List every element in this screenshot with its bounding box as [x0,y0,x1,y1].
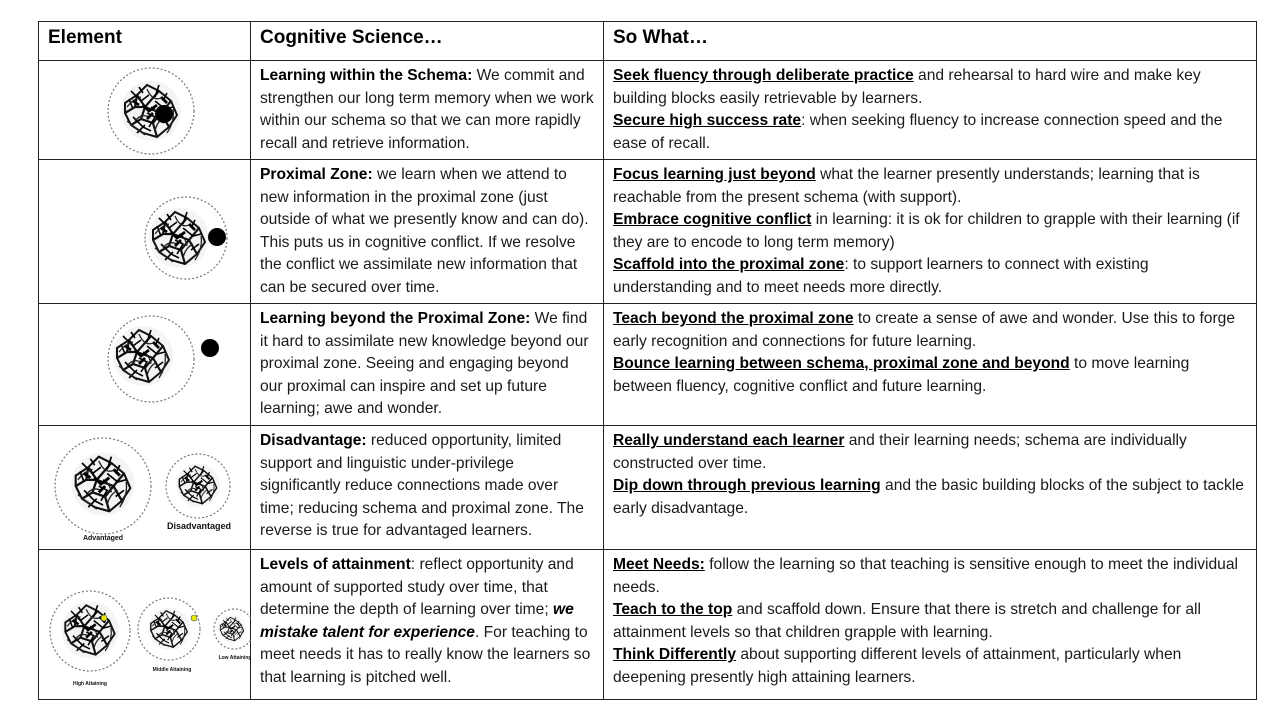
middle-attaining-label: Middle Attaining [152,666,192,673]
list-item: Meet Needs: follow the learning so that teaching is sensitive enough to meet the individual needs. [613,556,1238,596]
so-what-cell [604,426,1257,550]
schema-diagram-graphic [39,62,251,158]
science-cell: Levels of attainment: reflect opportunity and amount of supported study over time, that determine the depth of learning over time; we mistake talent for experience. For teaching to meet needs it has to really know the learners so that learning is pitched well. [251,550,604,700]
beyond-zone-diagram [39,304,251,426]
disadvantaged-label: Disadvantaged [166,520,232,531]
so-what-cell [604,304,1257,426]
science-cell: Disadvantage: reduced opportunity, limited support and linguistic under-privilege significantly reduce connections made over time; reducing schema and proximal zone. The reverse is true for advantaged learners. [251,426,604,550]
list-item: Dip down through previous learning and the basic building blocks of the subject to tackle early disadvantage. [613,477,1244,517]
advantaged-label: Advantaged [82,534,124,542]
header-row [39,22,1257,61]
list-item: Bounce learning between schema, proximal zone and beyond to move learning between fluency, cognitive conflict and future learning. [613,355,1190,395]
table-row [39,304,1257,426]
header-element: Element [39,22,251,61]
list-item: Embrace cognitive conflict in learning: it is ok for children to grapple with their learning (if they are to encode to long term memory) [613,211,1240,251]
table-row [39,61,1257,160]
so-what-cell [604,550,1257,700]
header-so-what: So What… [604,22,1257,61]
list-item: Secure high success rate: when seeking fluency to increase connection speed and the ease of recall. [613,112,1223,152]
list-item: Scaffold into the proximal zone: to support learners to connect with existing understanding and to meet needs more directly. [613,256,1149,296]
science-cell: Proximal Zone: we learn when we attend to new information in the proximal zone (just outside of what we presently know and can do). This puts us in cognitive conflict. If we resolve the conflict we assimilate new information that can be secured over time. [251,160,604,304]
so-what-cell [604,160,1257,304]
attainment-diagram [39,550,251,700]
table-row [39,426,1257,550]
attainment-diagram-graphic [39,552,251,698]
schema-diagram [39,61,251,160]
list-item: Seek fluency through deliberate practice and rehearsal to hard wire and make key building blocks easily retrievable by learners. [613,67,1201,107]
concept-table [38,21,1257,700]
table-row [39,550,1257,700]
disadvantage-diagram-graphic [39,428,251,548]
list-item: Really understand each learner and their learning needs; schema are individually constructed over time. [613,432,1187,472]
proximal-zone-diagram-graphic [39,162,251,302]
list-item: Focus learning just beyond what the learner presently understands; learning that is reachable from the present schema (with support). [613,166,1200,206]
science-cell: Learning within the Schema: We commit and strengthen our long term memory when we work within our schema so that we can more rapidly recall and retrieve information. [251,61,604,160]
list-item: Teach to the top and scaffold down. Ensure that there is stretch and challenge for all attainment levels so that children grapple with learning. [613,601,1201,641]
beyond-zone-diagram-graphic [39,306,251,424]
list-item: Teach beyond the proximal zone to create a sense of awe and wonder. Use this to forge early recognition and connections for future learning. [613,310,1236,350]
proximal-zone-diagram [39,160,251,304]
low-attaining-label: Low Attaining [218,654,251,661]
disadvantage-diagram [39,426,251,550]
so-what-cell [604,61,1257,160]
science-cell: Learning beyond the Proximal Zone: We find it hard to assimilate new knowledge beyond our proximal zone. Seeing and engaging beyond our proximal can inspire and set up future learning; awe and wonder. [251,304,604,426]
list-item: Think Differently about supporting different levels of attainment, particularly when deepening presently high attaining learners. [613,646,1182,686]
header-cognitive-science: Cognitive Science… [251,22,604,61]
high-attaining-label: High Attaining [73,680,107,687]
table-row [39,160,1257,304]
